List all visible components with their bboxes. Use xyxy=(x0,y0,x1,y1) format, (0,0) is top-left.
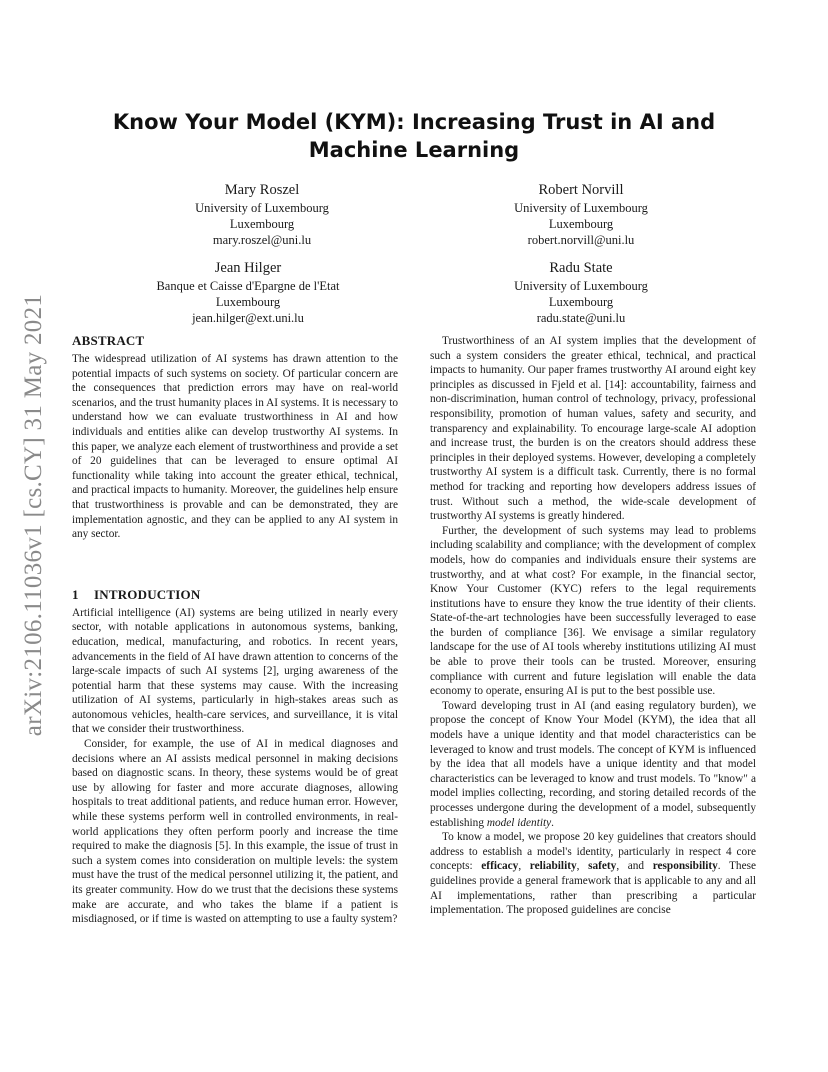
intro-paragraph-1: Artificial intelligence (AI) systems are being utilized in nearly every sector, with notable applications in autonomous systems, banking, education, medical, manufacturing, and robotics. In recent years, advancements in the field of AI have drawn attention to concerns of the large-scale impacts of such AI systems [2], urging awareness of the potential harm that these systems may cause. With the increasing utilization of AI systems, particularly in high-stakes areas such as autonomous vehicles, health-care services, and surveillance, it is vital that we consider their trustworthiness. xyxy=(72,606,398,736)
p3-text: Toward developing trust in AI (and easing regulatory burden), we propose the concept of Know Your Model (KYM), the idea that all models have a unique identity and that model characteristics can be leveraged to know and trust models. The concept of KYM is influenced by the idea that all models have a unique identity and that model characteristics can be leveraged to know and trust models. To "know" a model implies collecting, recording, and storing detailed records of the processes undergone during the development of a model, subsequently establishing xyxy=(430,699,756,829)
right-paragraph-1: Trustworthiness of an AI system implies that the development of such a system considers the greater ethical, technical, and practical impacts to humanity. Our paper frames trustworthy AI around eight key principles as discussed in Fjeld et al. [14]: accountability, fairness and non-discrimination, human control of technology, privacy, professional responsibility, promotion of human values, safety and security, and transparency and explainability. To encourage large-scale AI adoption and increase trust, the burden is on the creators should address these principles in their deployed systems. However, developing a completely trustworthy AI system is a difficult task. Currently, there is no formal method for tracking and reporting how developers address issues of trust. Without such a method, the wide-scale development of trustworthy AI systems is greatly hindered. xyxy=(430,335,756,523)
author-email: radu.state@uni.lu xyxy=(536,311,626,325)
author-name: Radu State xyxy=(549,260,613,276)
author-block-2 xyxy=(431,180,731,248)
author-country: Luxembourg xyxy=(548,217,614,231)
author-name: Robert Norvill xyxy=(538,182,624,198)
sep: , xyxy=(576,860,580,873)
author-block-1 xyxy=(112,180,412,248)
author-block-3 xyxy=(98,258,398,326)
author-affiliation: University of Luxembourg xyxy=(514,279,648,293)
author-email: jean.hilger@ext.uni.lu xyxy=(192,311,304,325)
section-gap xyxy=(72,542,398,586)
paper-title: Know Your Model (KYM): Increasing Trust in AI and Machine Learning xyxy=(112,110,716,162)
author-name: Mary Roszel xyxy=(224,182,300,198)
model-identity-term: model identity xyxy=(486,816,552,829)
author-block-4 xyxy=(431,258,731,326)
author-email: mary.roszel@uni.lu xyxy=(212,233,312,247)
author-country: Luxembourg xyxy=(215,295,281,309)
author-affiliation: Banque et Caisse d'Epargne de l'Etat xyxy=(156,279,340,293)
p3-end: . xyxy=(551,816,554,829)
right-paragraph-3 xyxy=(430,699,756,830)
arxiv-id: arXiv:2106.11036v1 [cs.CY] 31 May 2021 xyxy=(20,293,47,737)
right-paragraph-2: Further, the development of such systems may lead to problems including scalability and compliance; with the development of complex models, how do companies and individuals ensure their systems are trustworthy, and at what cost? For example, in the financial sector, Know Your Customer (KYC) refers to the legal requirements institutions have to ensure they know the true identity of their clients. State-of-the-art technologies have been successfully leveraged to ease the burden of compliance [36]. We envisage a similar regulatory landscape for the use of AI tools whereby institutions utilizing AI must be able to prove their tools can be trusted. Moreover, ensuring compliance with current and future legislation will enable the data economy to operate, ensuring AI is put to the best possible use. xyxy=(430,524,756,698)
sep: , xyxy=(518,860,522,873)
abstract-text: The widespread utilization of AI systems has drawn attention to the potential impacts of such systems on society. Of particular concern are the consequences that prediction errors may have on real-world scenarios, and the trust humanity places in AI systems. It is necessary to understand how we can evaluate trustworthiness in AI and how individuals and entities alike can develop trustworthy AI systems. In this paper, we analyze each element of trustworthiness and provide a set of 20 guidelines that can be leveraged to ensure optimal AI functionality while taking into account the greater ethical, technical, and practical impacts to humanity. Moreover, the guidelines help ensure that trustworthiness is provable and can be demonstrated, they are implementation agnostic, and they can be applied to any AI system in any sector. xyxy=(72,353,398,541)
section-number: 1 xyxy=(72,586,79,602)
arxiv-watermark xyxy=(14,245,54,785)
author-country: Luxembourg xyxy=(229,217,295,231)
abstract-heading: ABSTRACT xyxy=(72,333,145,348)
keyword-reliability: reliability xyxy=(529,860,577,873)
intro-paragraph-2: Consider, for example, the use of AI in medical diagnoses and decisions where an AI assists medical personnel in making decisions based on diagnostic scans. In theory, these systems would be of great use by allowing for faster and more accurate diagnoses, allowing hospitals to treat additional patients, and reduce human error. However, while these systems perform well in controlled environments, in real-world applications they often perform poorly and increase the time required to make the diagnosis [5]. In this example, the issue of trust in such a system comes into consideration on multiple levels: the system must have the trust of the medical personnel utilizing it, the patient, and its greater community. How do we trust that the decisions these systems make are accurate, and who takes the blame if a patient is misdiagnosed, or if time is wasted on attempting to use a faulty system? xyxy=(72,738,398,926)
section-title: INTRODUCTION xyxy=(94,586,201,602)
p4-start: To know a model, we propose 20 key guidelines that creators should address to establish a model's identity, particularly in respect 4 core concepts: xyxy=(430,831,756,873)
p4-end: . These guidelines provide a general framework that is applicable to any and all AI implementations, rather than prescribing a particular implementation. The proposed guidelines are concise xyxy=(430,860,757,917)
keyword-safety: safety xyxy=(588,860,617,873)
sep: , and xyxy=(616,860,645,873)
introduction-heading xyxy=(72,586,398,604)
left-column xyxy=(72,332,398,927)
author-country: Luxembourg xyxy=(548,295,614,309)
author-email: robert.norvill@uni.lu xyxy=(527,233,635,247)
author-affiliation: University of Luxembourg xyxy=(514,201,648,215)
right-paragraph-4 xyxy=(430,830,756,918)
right-column xyxy=(430,334,756,918)
author-affiliation: University of Luxembourg xyxy=(195,201,329,215)
keyword-efficacy: efficacy xyxy=(481,860,519,873)
keyword-responsibility: responsibility xyxy=(652,860,718,873)
author-name: Jean Hilger xyxy=(214,260,282,276)
